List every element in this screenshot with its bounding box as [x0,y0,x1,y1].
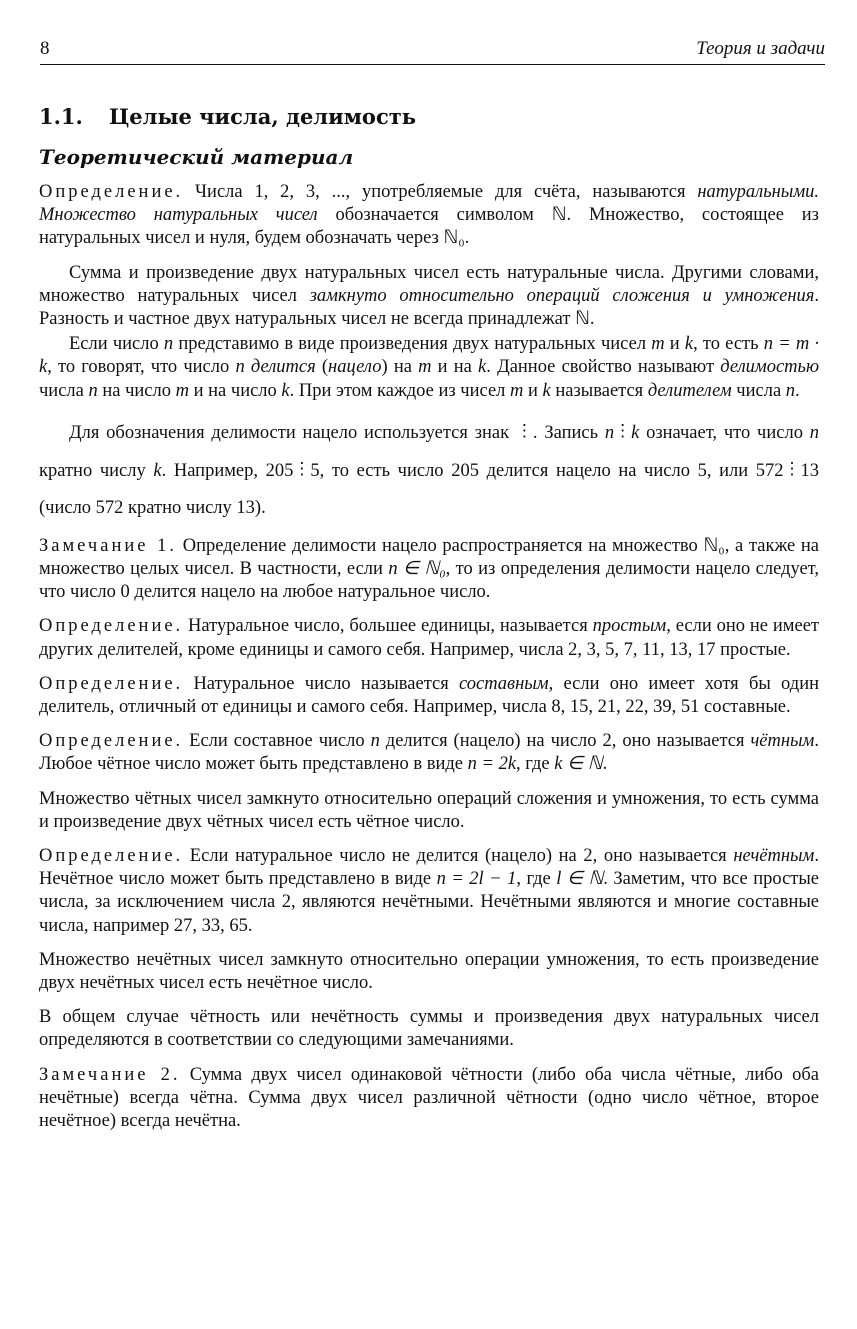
page-number: 8 [40,38,50,59]
subsection-heading: Теоретический материал [39,145,354,169]
running-title: Теория и задачи [696,38,825,59]
paragraph-divisibility-sign: Для обозначения делимости нацело используется знак ⋮. Запись n⋮k означает, что число n кратно числу k. Например, 205⋮5, то есть число 205 делится нацело на число 5, или 572⋮13 (число 572 кратно числу 13). [39,420,820,518]
paragraph-definition-natural: Определение. Числа 1, 2, 3, ..., употребляемые для счёта, называются натуральными. Множество натуральных чисел обозначается символом ℕ. Множество, состоящее из натуральных чисел и нуля, будем обозначать через ℕ₀. [39,182,819,249]
remark-2-label: Замечание 2. [39,1064,181,1085]
paragraph-odd-closure: Множество нечётных чисел замкнуто относительно операции умножения, то есть произведение двух нечётных чисел есть нечётное число. [39,949,819,994]
paragraph-definition-odd: Определение. Если натуральное число не делится (нацело) на 2, оно называется нечётным. Нечётное число может быть представлено в виде n = 2l − 1, где l ∈ ℕ. Заметим, что все простые числа, за исключением числа 2, являются нечётными. Нечётными являются и многие составные числа, например 27, 33, 65. [39,846,820,936]
section-heading [39,104,819,130]
page-content [39,100,819,1144]
paragraph-definition-prime: Определение. Натуральное число, большее единицы, называется простым, если оно не имеет других делителей, кроме единицы и самого себя. Например, числа 2, 3, 5, 7, 11, 13, 17 простые. [39,616,819,660]
page-header [40,38,825,65]
paragraph-closure: Сумма и произведение двух натуральных чисел есть натуральные числа. Другими словами, множество натуральных чисел замкнуто относительно операций сложения и умножения. Разность и частное двух натуральных чисел не всегда принадлежат ℕ. [39,262,819,330]
paragraph-even-closure: Множество чётных чисел замкнуто относительно операций сложения и умножения, то есть сумма и произведение двух чётных чисел есть чётное число. [39,788,819,832]
paragraph-divisibility: Если число n представимо в виде произведения двух натуральных чисел m и k, то есть n = m · k, то говорят, что число n делится (нацело) на m и на k. Данное свойство называют делимостью числа n на число m и на число k. При этом каждое из чисел m и k называется делителем числа n. [39,334,820,401]
divisibility-sign: ⋮ [515,420,533,440]
paragraph-parity-intro: В общем случае чётность или нечётность суммы и произведения двух натуральных чисел определяются в соответствии со следующими замечаниями. [39,1007,819,1051]
section-title: Целые числа, делимость [109,104,416,129]
paragraph-remark-1: Замечание 1. Определение делимости нацело распространяется на множество ℕ₀, а также на множество целых чисел. В частности, если n ∈ ℕ₀, то из определения делимости нацело следует, что число 0 делится нацело на любое натуральное число. [39,535,819,603]
section-number: 1.1. [39,104,83,129]
paragraph-definition-even: Определение. Если составное число n делится (нацело) на число 2, оно называется чётным. Любое чётное число может быть представлено в виде n = 2k, где k ∈ ℕ. [39,731,819,775]
paragraph-remark-2: Замечание 2. Сумма двух чисел одинаковой чётности (либо оба числа чётные, либо оба нечётные) всегда чётна. Сумма двух чисел различной чётности (одно число чётное, второе нечётное) всегда нечётна. [39,1064,819,1132]
paragraph-definition-composite: Определение. Натуральное число называется составным, если оно имеет хотя бы один делитель, отличный от единицы и самого себя. Например, числа 8, 15, 21, 22, 39, 51 составные. [39,673,819,718]
remark-1-label: Замечание 1. [39,535,178,556]
definition-label: Определение. [39,182,184,202]
